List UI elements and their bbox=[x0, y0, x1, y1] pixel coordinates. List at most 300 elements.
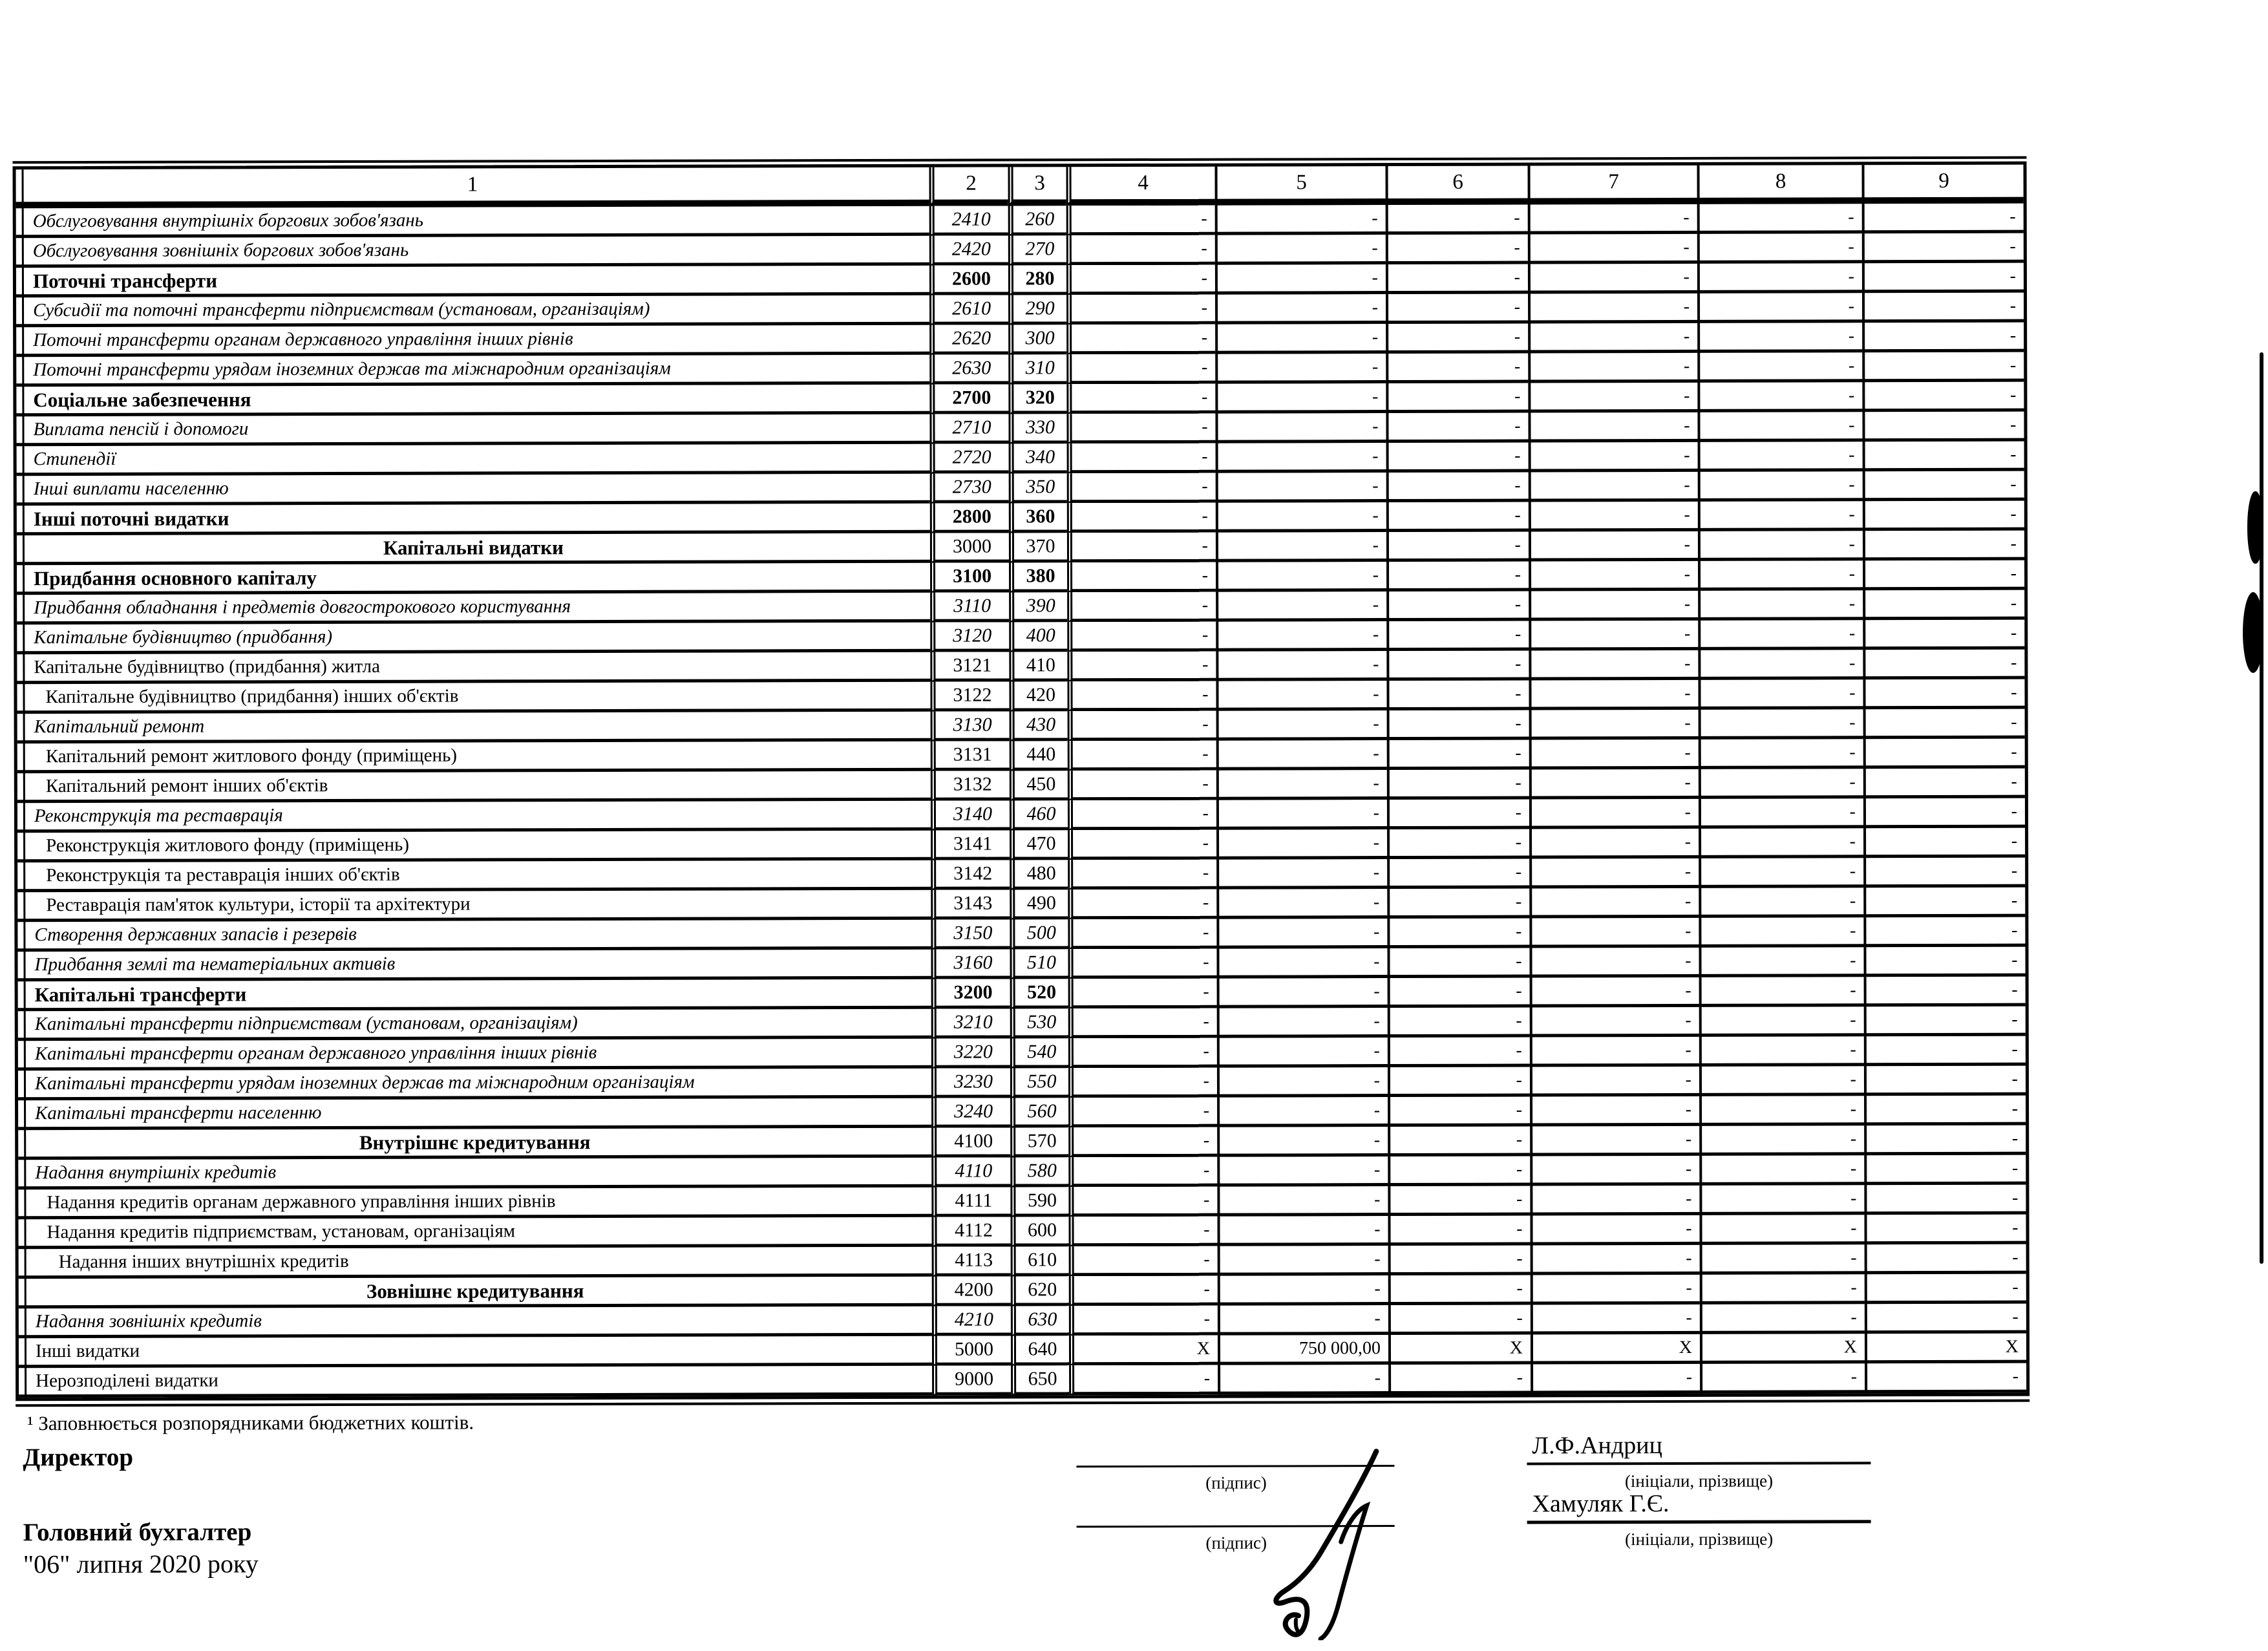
line-number-cell: 490 bbox=[1010, 889, 1068, 919]
value-cell: - bbox=[1069, 1276, 1218, 1306]
line-number-cell: 350 bbox=[1009, 473, 1067, 503]
value-cell: - bbox=[1068, 1098, 1217, 1128]
row-label-cell: Придбання основного капіталу bbox=[17, 563, 930, 595]
code-cell: 3160 bbox=[931, 949, 1010, 979]
scan-edge-artifact bbox=[2260, 352, 2263, 1264]
value-cell: - bbox=[1216, 800, 1387, 830]
value-cell: - bbox=[1528, 383, 1697, 413]
value-cell: - bbox=[1697, 323, 1862, 353]
line-number-cell: 440 bbox=[1010, 741, 1068, 771]
line-number-cell: 580 bbox=[1010, 1157, 1068, 1187]
column-header-1: 1 bbox=[16, 167, 929, 208]
value-cell: - bbox=[1216, 740, 1387, 771]
line-number-cell: 340 bbox=[1009, 443, 1067, 473]
director-name: Л.Ф.Андриц bbox=[1532, 1432, 1662, 1460]
code-cell: 5000 bbox=[932, 1336, 1011, 1365]
value-cell: - bbox=[1529, 829, 1699, 859]
column-header-4: 4 bbox=[1066, 167, 1215, 206]
code-cell: 2620 bbox=[929, 325, 1008, 354]
value-cell: - bbox=[1531, 1305, 1700, 1335]
value-cell: - bbox=[1068, 979, 1217, 1009]
line-number-cell: 640 bbox=[1011, 1336, 1069, 1365]
value-cell: - bbox=[1388, 1097, 1530, 1127]
value-cell: - bbox=[1699, 739, 1863, 769]
value-cell: - bbox=[1216, 948, 1387, 979]
value-cell: - bbox=[1699, 1036, 1864, 1067]
value-cell: - bbox=[1388, 1216, 1530, 1246]
value-cell: - bbox=[1388, 1246, 1531, 1276]
value-cell: - bbox=[1217, 1216, 1388, 1246]
value-cell: - bbox=[1863, 590, 2024, 621]
value-cell: - bbox=[1700, 1304, 1865, 1334]
code-cell: 3130 bbox=[931, 711, 1010, 741]
value-cell: - bbox=[1217, 1127, 1388, 1157]
code-cell: 2700 bbox=[929, 384, 1008, 414]
value-cell: - bbox=[1216, 591, 1386, 622]
value-cell: - bbox=[1699, 709, 1863, 740]
row-label-cell: Субсидії та поточні трансферти підприємствам (установам, організаціям) bbox=[16, 295, 929, 327]
value-cell: - bbox=[1531, 1275, 1700, 1305]
value-cell: - bbox=[1862, 323, 2024, 353]
value-cell: - bbox=[1865, 1244, 2026, 1275]
value-cell: - bbox=[1386, 354, 1528, 384]
value-cell: - bbox=[1862, 233, 2024, 264]
value-cell: - bbox=[1216, 562, 1386, 592]
line-number-cell: 360 bbox=[1009, 503, 1067, 533]
value-cell: - bbox=[1217, 1008, 1388, 1038]
value-cell: - bbox=[1068, 1127, 1217, 1158]
code-cell: 3143 bbox=[931, 889, 1010, 919]
value-cell: 750 000,00 bbox=[1218, 1335, 1388, 1365]
accountant-name: Хамуляк Г.Є. bbox=[1532, 1489, 1669, 1518]
row-label-cell: Капітальне будівництво (придбання) житла bbox=[17, 652, 930, 684]
value-cell: X bbox=[1388, 1335, 1531, 1365]
code-cell: 3132 bbox=[931, 771, 1010, 800]
value-cell: - bbox=[1068, 1068, 1217, 1098]
scan-edge-blob bbox=[2243, 592, 2263, 673]
value-cell: - bbox=[1865, 1274, 2026, 1305]
value-cell: - bbox=[1067, 533, 1216, 563]
signature-caption-2: (підпис) bbox=[1205, 1533, 1267, 1553]
line-number-cell: 570 bbox=[1010, 1127, 1068, 1157]
value-cell: - bbox=[1863, 828, 2025, 858]
initials-caption-2: (ініціали, прізвище) bbox=[1625, 1529, 1774, 1550]
value-cell: - bbox=[1529, 948, 1699, 978]
code-cell: 4112 bbox=[931, 1217, 1010, 1246]
row-label-cell: Капітальне будівництво (придбання) bbox=[17, 623, 930, 654]
row-label-cell: Нерозподілені видатки bbox=[19, 1366, 932, 1398]
line-number-cell: 380 bbox=[1009, 562, 1067, 592]
row-label-cell: Придбання обладнання і предметів довгострокового користування bbox=[17, 593, 930, 624]
value-cell: - bbox=[1387, 800, 1529, 830]
row-label-cell: Капітальні видатки bbox=[17, 533, 930, 565]
code-cell: 3131 bbox=[931, 741, 1010, 771]
value-cell: - bbox=[1699, 1215, 1864, 1245]
value-cell: - bbox=[1864, 1185, 2026, 1215]
value-cell: - bbox=[1388, 1186, 1530, 1217]
column-header-3: 3 bbox=[1008, 167, 1066, 206]
value-cell: - bbox=[1697, 204, 1862, 234]
value-cell: - bbox=[1864, 1125, 2026, 1156]
line-number-cell: 480 bbox=[1010, 860, 1068, 889]
value-cell: - bbox=[1217, 1156, 1388, 1187]
row-label-cell: Капітальні трансферти підприємствам (установам, організаціям) bbox=[18, 1009, 931, 1041]
code-cell: 3230 bbox=[931, 1068, 1010, 1098]
value-cell: - bbox=[1216, 710, 1387, 741]
value-cell: - bbox=[1387, 740, 1529, 771]
value-cell: - bbox=[1699, 888, 1863, 918]
value-cell: - bbox=[1386, 294, 1528, 325]
value-cell: - bbox=[1864, 977, 2026, 1007]
value-cell: - bbox=[1217, 1067, 1388, 1098]
line-number-cell: 510 bbox=[1010, 949, 1068, 979]
value-cell: - bbox=[1387, 859, 1529, 889]
value-cell: - bbox=[1386, 205, 1528, 235]
value-cell: - bbox=[1068, 830, 1216, 860]
value-cell: - bbox=[1218, 1246, 1388, 1276]
value-cell: - bbox=[1698, 560, 1863, 591]
row-label-cell: Капітальний ремонт bbox=[17, 712, 931, 743]
value-cell: - bbox=[1863, 620, 2024, 650]
value-cell: - bbox=[1530, 1156, 1699, 1186]
value-cell: - bbox=[1530, 1186, 1699, 1216]
value-cell: - bbox=[1068, 1187, 1217, 1217]
value-cell: - bbox=[1068, 1157, 1217, 1188]
value-cell: - bbox=[1863, 798, 2025, 829]
value-cell: - bbox=[1528, 323, 1697, 354]
line-number-cell: 610 bbox=[1011, 1246, 1069, 1276]
line-number-cell: 540 bbox=[1010, 1038, 1068, 1068]
row-label-cell: Надання кредитів органам державного управління інших рівнів bbox=[18, 1188, 931, 1219]
value-cell: - bbox=[1862, 352, 2024, 383]
code-cell: 2730 bbox=[930, 473, 1009, 503]
value-cell: - bbox=[1530, 1215, 1699, 1246]
code-cell: 3120 bbox=[930, 622, 1009, 652]
budget-expenditure-table bbox=[13, 162, 2030, 1401]
value-cell: - bbox=[1529, 502, 1698, 532]
value-cell: - bbox=[1865, 1363, 2026, 1394]
value-cell: - bbox=[1864, 1036, 2026, 1067]
row-label-cell: Стипендії bbox=[17, 444, 930, 476]
value-cell: - bbox=[1530, 1007, 1699, 1038]
code-cell: 2630 bbox=[929, 354, 1008, 384]
row-label-cell: Реставрація пам'яток культури, історії та архітектури bbox=[17, 890, 931, 922]
row-label-cell: Надання інших внутрішніх кредитів bbox=[19, 1247, 932, 1279]
code-cell: 3220 bbox=[931, 1038, 1010, 1068]
line-number-cell: 400 bbox=[1009, 622, 1067, 652]
column-header-2: 2 bbox=[929, 167, 1008, 206]
value-cell: - bbox=[1864, 1007, 2026, 1037]
value-cell: - bbox=[1863, 560, 2024, 591]
value-cell: - bbox=[1699, 828, 1863, 858]
value-cell: - bbox=[1066, 384, 1215, 414]
value-cell: - bbox=[1862, 263, 2024, 293]
value-cell: - bbox=[1067, 562, 1216, 593]
row-label-cell: Поточні трансферти bbox=[16, 266, 929, 297]
value-cell: - bbox=[1215, 205, 1386, 235]
initials-caption-1: (ініціали, прізвище) bbox=[1624, 1471, 1774, 1491]
value-cell: - bbox=[1068, 800, 1216, 831]
value-cell: - bbox=[1386, 562, 1529, 592]
line-number-cell: 530 bbox=[1010, 1008, 1068, 1038]
value-cell: - bbox=[1530, 977, 1699, 1008]
value-cell: - bbox=[1216, 621, 1386, 652]
value-cell: - bbox=[1529, 769, 1699, 800]
code-cell: 2800 bbox=[930, 503, 1009, 533]
line-number-cell: 290 bbox=[1008, 295, 1066, 325]
value-cell: - bbox=[1388, 1038, 1530, 1068]
value-cell: - bbox=[1216, 681, 1386, 711]
row-label-cell: Надання зовнішніх кредитів bbox=[19, 1306, 932, 1338]
line-number-cell: 390 bbox=[1009, 592, 1067, 622]
line-number-cell: 450 bbox=[1010, 771, 1068, 800]
code-cell: 2710 bbox=[929, 414, 1008, 443]
value-cell: - bbox=[1528, 293, 1697, 324]
code-cell: 4210 bbox=[932, 1306, 1011, 1336]
signature-caption-1: (підпис) bbox=[1205, 1473, 1267, 1493]
value-cell: - bbox=[1215, 413, 1386, 443]
code-cell: 2410 bbox=[929, 206, 1008, 235]
row-label-cell: Поточні трансферти урядам іноземних держав та міжнародним організаціям bbox=[16, 355, 929, 387]
value-cell: - bbox=[1069, 1365, 1218, 1396]
value-cell: - bbox=[1215, 324, 1386, 354]
value-cell: - bbox=[1216, 502, 1386, 533]
name-line-accountant bbox=[1527, 1520, 1871, 1524]
value-cell: - bbox=[1069, 1246, 1218, 1277]
line-number-cell: 620 bbox=[1011, 1276, 1069, 1306]
value-cell: - bbox=[1529, 531, 1698, 562]
column-header-9: 9 bbox=[1862, 165, 2024, 204]
value-cell: - bbox=[1215, 354, 1386, 384]
value-cell: - bbox=[1699, 1185, 1864, 1215]
value-cell: - bbox=[1066, 265, 1215, 295]
value-cell: - bbox=[1862, 382, 2024, 412]
value-cell: - bbox=[1387, 829, 1529, 860]
value-cell: - bbox=[1528, 353, 1697, 383]
value-cell: - bbox=[1068, 860, 1216, 890]
table-grid bbox=[16, 165, 2027, 1398]
line-number-cell: 630 bbox=[1011, 1306, 1069, 1336]
value-cell: - bbox=[1697, 263, 1862, 293]
code-cell: 2610 bbox=[929, 295, 1008, 325]
value-cell: - bbox=[1387, 919, 1529, 949]
value-cell: - bbox=[1529, 442, 1698, 473]
value-cell: - bbox=[1865, 1304, 2026, 1334]
value-cell: - bbox=[1068, 1038, 1217, 1069]
value-cell: - bbox=[1386, 621, 1529, 652]
value-cell: - bbox=[1529, 561, 1698, 591]
value-cell: - bbox=[1068, 1217, 1217, 1247]
value-cell: - bbox=[1388, 1305, 1531, 1336]
value-cell: - bbox=[1531, 1364, 1700, 1394]
row-label-cell: Капітальні трансферти урядам іноземних держав та міжнародним організаціям bbox=[18, 1069, 931, 1100]
code-cell: 9000 bbox=[932, 1365, 1011, 1395]
code-cell: 4111 bbox=[931, 1187, 1010, 1217]
value-cell: - bbox=[1067, 473, 1216, 504]
code-cell: 3110 bbox=[930, 592, 1009, 622]
code-cell: 3142 bbox=[931, 860, 1010, 889]
code-cell: 3140 bbox=[931, 800, 1010, 830]
code-cell: 2600 bbox=[929, 265, 1008, 295]
row-label-cell: Капітальні трансферти bbox=[18, 979, 931, 1011]
line-number-cell: 650 bbox=[1011, 1365, 1069, 1395]
value-cell: - bbox=[1699, 858, 1863, 888]
value-cell: - bbox=[1698, 531, 1863, 561]
value-cell: - bbox=[1387, 948, 1529, 979]
line-number-cell: 550 bbox=[1010, 1068, 1068, 1098]
value-cell: - bbox=[1067, 592, 1216, 623]
column-header-7: 7 bbox=[1528, 165, 1697, 205]
value-cell: - bbox=[1698, 471, 1863, 502]
value-cell: - bbox=[1217, 1038, 1388, 1068]
code-cell: 4110 bbox=[931, 1157, 1010, 1187]
value-cell: - bbox=[1863, 888, 2025, 918]
value-cell: - bbox=[1068, 741, 1216, 771]
value-cell: - bbox=[1863, 739, 2025, 769]
row-label-cell: Інші поточні видатки bbox=[17, 504, 930, 535]
line-number-cell: 520 bbox=[1010, 979, 1068, 1008]
value-cell: - bbox=[1862, 412, 2024, 442]
value-cell: - bbox=[1530, 1096, 1699, 1127]
value-cell: - bbox=[1529, 650, 1698, 681]
value-cell: - bbox=[1386, 324, 1528, 354]
value-cell: - bbox=[1067, 503, 1216, 533]
value-cell: - bbox=[1215, 235, 1386, 265]
line-number-cell: 300 bbox=[1008, 325, 1066, 354]
value-cell: - bbox=[1530, 1067, 1699, 1097]
value-cell: - bbox=[1388, 1156, 1530, 1187]
code-cell: 3000 bbox=[930, 533, 1009, 562]
value-cell: - bbox=[1863, 769, 2025, 799]
value-cell: - bbox=[1386, 235, 1528, 265]
value-cell: - bbox=[1386, 264, 1528, 295]
row-label-cell: Обслуговування зовнішніх боргових зобов'язань bbox=[16, 236, 929, 268]
value-cell: - bbox=[1388, 1127, 1530, 1157]
value-cell: - bbox=[1697, 293, 1862, 323]
line-number-cell: 560 bbox=[1010, 1098, 1068, 1127]
value-cell: - bbox=[1386, 651, 1529, 681]
value-cell: - bbox=[1529, 918, 1699, 948]
line-number-cell: 280 bbox=[1008, 265, 1066, 295]
value-cell: - bbox=[1528, 264, 1697, 294]
row-label-cell: Капітальні трансферти населенню bbox=[18, 1098, 931, 1130]
code-cell: 4100 bbox=[931, 1127, 1010, 1157]
code-cell: 2420 bbox=[929, 235, 1008, 265]
value-cell: - bbox=[1863, 501, 2024, 531]
value-cell: - bbox=[1067, 681, 1216, 712]
value-cell: - bbox=[1864, 1096, 2026, 1126]
value-cell: - bbox=[1699, 1066, 1864, 1096]
value-cell: - bbox=[1386, 532, 1529, 562]
value-cell: - bbox=[1386, 591, 1529, 622]
value-cell: - bbox=[1698, 590, 1863, 621]
value-cell: - bbox=[1698, 620, 1863, 650]
code-cell: 3150 bbox=[931, 919, 1010, 949]
value-cell: - bbox=[1216, 919, 1387, 949]
value-cell: X bbox=[1700, 1334, 1865, 1364]
value-cell: X bbox=[1865, 1334, 2026, 1364]
value-cell: - bbox=[1864, 1066, 2026, 1096]
name-line-director bbox=[1527, 1462, 1871, 1465]
value-cell: - bbox=[1066, 414, 1215, 444]
chief-accountant-label: Головний бухгалтер bbox=[23, 1518, 252, 1547]
code-cell: 3100 bbox=[930, 562, 1009, 592]
value-cell: - bbox=[1699, 917, 1863, 948]
value-cell: - bbox=[1529, 591, 1698, 621]
value-cell: X bbox=[1069, 1336, 1218, 1366]
line-number-cell: 310 bbox=[1008, 354, 1066, 384]
value-cell: X bbox=[1531, 1334, 1700, 1365]
value-cell: - bbox=[1216, 889, 1387, 919]
value-cell: - bbox=[1215, 264, 1386, 295]
value-cell: - bbox=[1699, 1007, 1864, 1037]
line-number-cell: 260 bbox=[1008, 206, 1066, 235]
value-cell: - bbox=[1863, 858, 2025, 888]
value-cell: - bbox=[1388, 1365, 1531, 1395]
value-cell: - bbox=[1863, 531, 2024, 561]
column-header-5: 5 bbox=[1215, 166, 1386, 206]
value-cell: - bbox=[1699, 769, 1863, 799]
value-cell: - bbox=[1864, 1215, 2026, 1245]
value-cell: - bbox=[1698, 501, 1863, 531]
row-label-cell: Надання внутрішніх кредитів bbox=[18, 1158, 931, 1189]
value-cell: - bbox=[1529, 799, 1699, 829]
footnote: ¹ Заповнюється розпорядниками бюджетних коштів. bbox=[27, 1411, 474, 1435]
row-label-cell: Інші видатки bbox=[19, 1336, 932, 1368]
row-label-cell: Капітальний ремонт інших об'єктів bbox=[17, 771, 931, 803]
code-cell: 3141 bbox=[931, 830, 1010, 860]
value-cell: - bbox=[1699, 1155, 1864, 1186]
value-cell: - bbox=[1386, 413, 1528, 443]
value-cell: - bbox=[1067, 443, 1216, 474]
row-label-cell: Капітальні трансферти органам державного управління інших рівнів bbox=[18, 1039, 931, 1070]
value-cell: - bbox=[1698, 679, 1863, 710]
code-cell: 4113 bbox=[932, 1246, 1011, 1276]
value-cell: - bbox=[1216, 859, 1387, 889]
row-label-cell: Зовнішнє кредитування bbox=[19, 1277, 932, 1308]
code-cell: 4200 bbox=[932, 1276, 1011, 1306]
value-cell: - bbox=[1528, 204, 1697, 235]
value-cell: - bbox=[1863, 471, 2024, 502]
value-cell: - bbox=[1530, 1126, 1699, 1156]
value-cell: - bbox=[1528, 234, 1697, 264]
value-cell: - bbox=[1218, 1275, 1388, 1306]
scan-edge-blob bbox=[2247, 491, 2263, 564]
line-number-cell: 430 bbox=[1010, 711, 1068, 741]
line-number-cell: 330 bbox=[1008, 414, 1066, 443]
value-cell: - bbox=[1068, 711, 1216, 741]
value-cell: - bbox=[1066, 295, 1215, 325]
director-label: Директор bbox=[23, 1443, 134, 1472]
value-cell: - bbox=[1700, 1244, 1865, 1275]
column-header-6: 6 bbox=[1386, 166, 1528, 206]
value-cell: - bbox=[1066, 206, 1215, 236]
value-cell: - bbox=[1068, 1008, 1217, 1039]
value-cell: - bbox=[1863, 917, 2025, 948]
value-cell: - bbox=[1386, 502, 1529, 533]
row-label-cell: Реконструкція та реставрація інших об'єктів bbox=[17, 860, 931, 892]
value-cell: - bbox=[1387, 889, 1529, 919]
line-number-cell: 470 bbox=[1010, 830, 1068, 860]
value-cell: - bbox=[1700, 1274, 1865, 1305]
value-cell: - bbox=[1531, 1245, 1700, 1275]
value-cell: - bbox=[1216, 473, 1386, 503]
value-cell: - bbox=[1700, 1363, 1865, 1394]
value-cell: - bbox=[1863, 947, 2025, 977]
handwritten-signature bbox=[1244, 1446, 1393, 1641]
value-cell: - bbox=[1216, 770, 1387, 800]
value-cell: - bbox=[1863, 709, 2025, 740]
